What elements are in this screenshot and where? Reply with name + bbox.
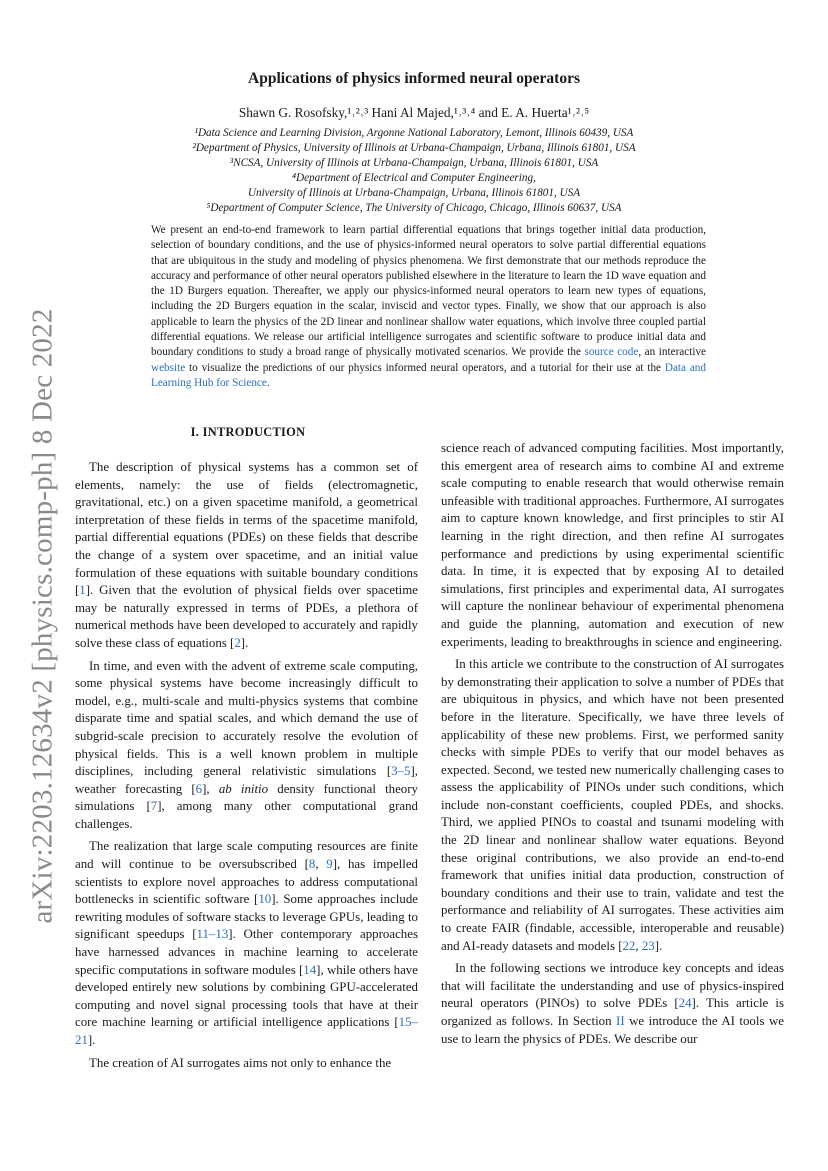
citation-link[interactable]: 24 bbox=[678, 996, 692, 1011]
paper-title: Applications of physics informed neural operators bbox=[248, 70, 580, 87]
paragraph bbox=[75, 838, 418, 1049]
citation-link[interactable]: 13 bbox=[215, 927, 229, 942]
abstract-text: We present an end-to-end framework to learn partial differential equations that brings together initial data production, selection of boundary conditions, and the use of physics-informed neural operators to solve partial differential equations that are ubiquitous in the study and modeling of physics phenomena. We first demonstrate that our methods reproduce the accuracy and performance of other neural operators published elsewhere in the literature to learn the 1D wave equation and the 1D Burgers equation. Thereafter, we apply our physics-informed neural operators to learn new types of equations, including the 2D Burgers equation in the scalar, inviscid and vector types. Finally, we show that our approach is also applicable to learn the physics of the 2D linear and nonlinear shallow water equations, which involve three coupled partial differential equations. We release our artificial intelligence surrogates and scientific software to produce initial data and boundary conditions to study a broad range of physically motivated scenarios. We provide the bbox=[151, 224, 706, 359]
citation-link[interactable]: 23 bbox=[641, 938, 655, 953]
citation-link[interactable]: 6 bbox=[195, 781, 203, 796]
paragraph-text: ]. bbox=[240, 635, 249, 650]
affiliations bbox=[0, 126, 828, 215]
section-ref-link[interactable]: II bbox=[616, 1014, 625, 1028]
citation-link[interactable]: 3 bbox=[391, 764, 398, 779]
paragraph bbox=[441, 440, 784, 651]
affiliation-line: ²Department of Physics, University of Illinois at Urbana-Champaign, Urbana, Illinois 61801, USA bbox=[192, 141, 636, 154]
paragraph bbox=[441, 960, 784, 1048]
paragraph-text: ], has impelled scientists to explore novel approaches to address computational bottlenecks in scientific software [ bbox=[75, 857, 418, 907]
arxiv-identifier: arXiv:2203.12634v2 [physics.comp-ph] 8 Dec 2022 bbox=[26, 307, 59, 924]
citation-link[interactable]: 10 bbox=[258, 892, 272, 907]
paragraph-text: ], weather forecasting [ bbox=[75, 764, 418, 796]
affiliation-line: ⁵Department of Computer Science, The University of Chicago, Chicago, Illinois 60637, USA bbox=[206, 201, 622, 214]
citation-link[interactable]: 1 bbox=[79, 583, 86, 598]
paragraph-text: density functional theory simulations [ bbox=[75, 781, 418, 814]
affiliation-line: ⁴Department of Electrical and Computer Engineering, bbox=[292, 171, 536, 184]
italic-term: ab initio bbox=[218, 781, 269, 796]
right-column bbox=[441, 440, 784, 1053]
section-heading: I. INTRODUCTION bbox=[190, 425, 306, 439]
left-column bbox=[75, 459, 418, 1077]
paragraph-text: we introduce the AI tools we use to learn the physics of PDEs. We describe our bbox=[441, 1014, 784, 1046]
paragraph-text: ]. bbox=[654, 938, 663, 953]
arxiv-side-stamp bbox=[18, 307, 68, 924]
abstract-text: to visualize the predictions of our physics informed neural operators, and a tutorial for their use at the bbox=[189, 361, 662, 374]
paragraph-text: The description of physical systems has a common set of elements, namely: the use of fields (electromagnetic, gravitational, etc.) on a given spacetime manifold, a geometrical interpretation of these fields in terms of the spacetime manifold, partial differential equations (PDEs) on these fields that describe the change of a system over spacetime, and an initial value formulation of these equations with suitable boundary conditions [ bbox=[75, 460, 418, 598]
paragraph-text: ], among many other computational grand challenges. bbox=[75, 799, 418, 831]
paragraph-text: ], bbox=[202, 781, 210, 796]
abstract-text: . bbox=[266, 376, 270, 389]
citation-link[interactable]: 2 bbox=[234, 635, 241, 650]
paragraph-text: In this article we contribute to the construction of AI surrogates by demonstrating their application to solve a number of PDEs that are ubiquitous in physics, and which have not been presented before in the literature. Specifically, we have three levels of applicability of these new problems. First, we performed sanity checks with simple PDEs to verify that our model behaves as expected. Second, we tested new numerically challenging cases to assess the applicability of PINOs under such conditions, which include non-constant coefficients, coupled PDEs, and shocks. Third, we applied PINOs to coastal and tsunami modeling with the 2D linear and nonlinear shallow water equations. Beyond these original contributions, we also provide an end-to-end framework that unifies initial data production, construction of boundary conditions and their use to train, validate and test the performance and reliability of AI surrogates. These activities aim to create FAIR (findable, accessible, interoperable and reusable) and AI-ready datasets and models [ bbox=[441, 657, 784, 953]
citation-link[interactable]: 9 bbox=[326, 857, 333, 872]
paragraph-text: The creation of AI surrogates aims not only to enhance the bbox=[89, 1055, 392, 1070]
paragraph-text: , bbox=[315, 857, 327, 872]
website-link[interactable]: website bbox=[151, 361, 186, 374]
affiliation-line: University of Illinois at Urbana-Champaign, Urbana, Illinois 61801, USA bbox=[247, 186, 581, 199]
citation-link[interactable]: 14 bbox=[303, 962, 317, 977]
citation-link[interactable]: 8 bbox=[308, 857, 316, 872]
citation-dash: – bbox=[397, 764, 405, 779]
citation-link[interactable]: 15 bbox=[398, 1015, 412, 1030]
citation-link[interactable]: 7 bbox=[150, 799, 158, 814]
paragraph-text: In the following sections we introduce key concepts and ideas that will facilitate the understanding and use of physics-inspired neural operators (PINOs) to solve PDEs [ bbox=[441, 961, 784, 1011]
paragraph-text: The realization that large scale computing resources are finite and will continue to be oversubscribed [ bbox=[75, 839, 418, 872]
citation-link[interactable]: 22 bbox=[622, 938, 636, 953]
paragraph-text: ]. Given that the evolution of physical fields over spacetime may be naturally expressed in terms of PDEs, a plethora of numerical methods have been developed to accurately and rapidly solve these class of equations [ bbox=[75, 583, 418, 650]
citation-link[interactable]: 21 bbox=[75, 1033, 88, 1047]
paragraph-text: , bbox=[635, 938, 642, 953]
paragraph-text: ]. Other contemporary approaches have harnessed advances in machine learning to accelerate specific computations in software modules [ bbox=[75, 927, 418, 977]
paragraph bbox=[75, 1055, 418, 1073]
paragraph bbox=[75, 658, 418, 834]
citation-dash: – bbox=[208, 927, 216, 942]
paragraph-text: ], while others have developed entirely new solutions by combining GPU-accelerated computing and novel signal processing tools that have at their core machine learning or artificial intelligence applications [ bbox=[75, 962, 418, 1030]
paragraph bbox=[441, 656, 784, 955]
paragraph-text: ]. This article is organized as follows. In Section bbox=[441, 996, 784, 1028]
paragraph-text: science reach of advanced computing facilities. Most importantly, this emergent area of research aims to combine AI and extreme scale computing to enable research that would otherwise remain unfeasible with traditional approaches. Furthermore, AI surrogates aim to capture known knowledge, and first principles to stir AI learning in the right direction, and then refine AI surrogates performance and predictions by using experimental scientific data. In time, it is expected that by exposing AI to detailed simulations, first principles and experimental data, AI surrogates will capture the nonlinear behaviour of experimental phenomena and guide the planning, automation and execution of new experiments, leading to breakthroughs in science and engineering. bbox=[441, 441, 784, 649]
citation-dash: – bbox=[411, 1015, 418, 1030]
author-list: Shawn G. Rosofsky,¹˒²˒³ Hani Al Majed,¹˒³˒⁴ and E. A. Huerta¹˒²˒⁵ bbox=[238, 105, 590, 120]
paragraph-text: ]. Some approaches include rewriting modules of software stacks to leverage GPUs, leading to significant speedups [ bbox=[75, 892, 418, 942]
abstract bbox=[151, 223, 706, 391]
paragraph bbox=[75, 459, 418, 653]
affiliation-line: ³NCSA, University of Illinois at Urbana-Champaign, Urbana, Illinois 61801, USA bbox=[229, 156, 599, 169]
affiliation-line: ¹Data Science and Learning Division, Argonne National Laboratory, Lemont, Illinois 60439, USA bbox=[194, 127, 634, 139]
abstract-text: , an interactive bbox=[638, 346, 706, 359]
paragraph-text: In time, and even with the advent of extreme scale computing, some physical systems have become increasingly difficult to model, e.g., multi-scale and multi-physics systems that combine disparate time and spatial scales, and which demand the use of subgrid-scale precision to accurately resolve the evolution of physical fields. This is a well known problem in multiple disciplines, including general relativistic simulations [ bbox=[75, 658, 418, 779]
citation-link[interactable]: 11 bbox=[196, 927, 209, 942]
paragraph-text: ]. bbox=[87, 1033, 96, 1047]
citation-link[interactable]: 5 bbox=[404, 764, 411, 779]
source-code-link[interactable]: source code bbox=[584, 346, 639, 359]
data-learning-hub-link[interactable]: Data and Learning Hub for Science bbox=[151, 361, 706, 389]
